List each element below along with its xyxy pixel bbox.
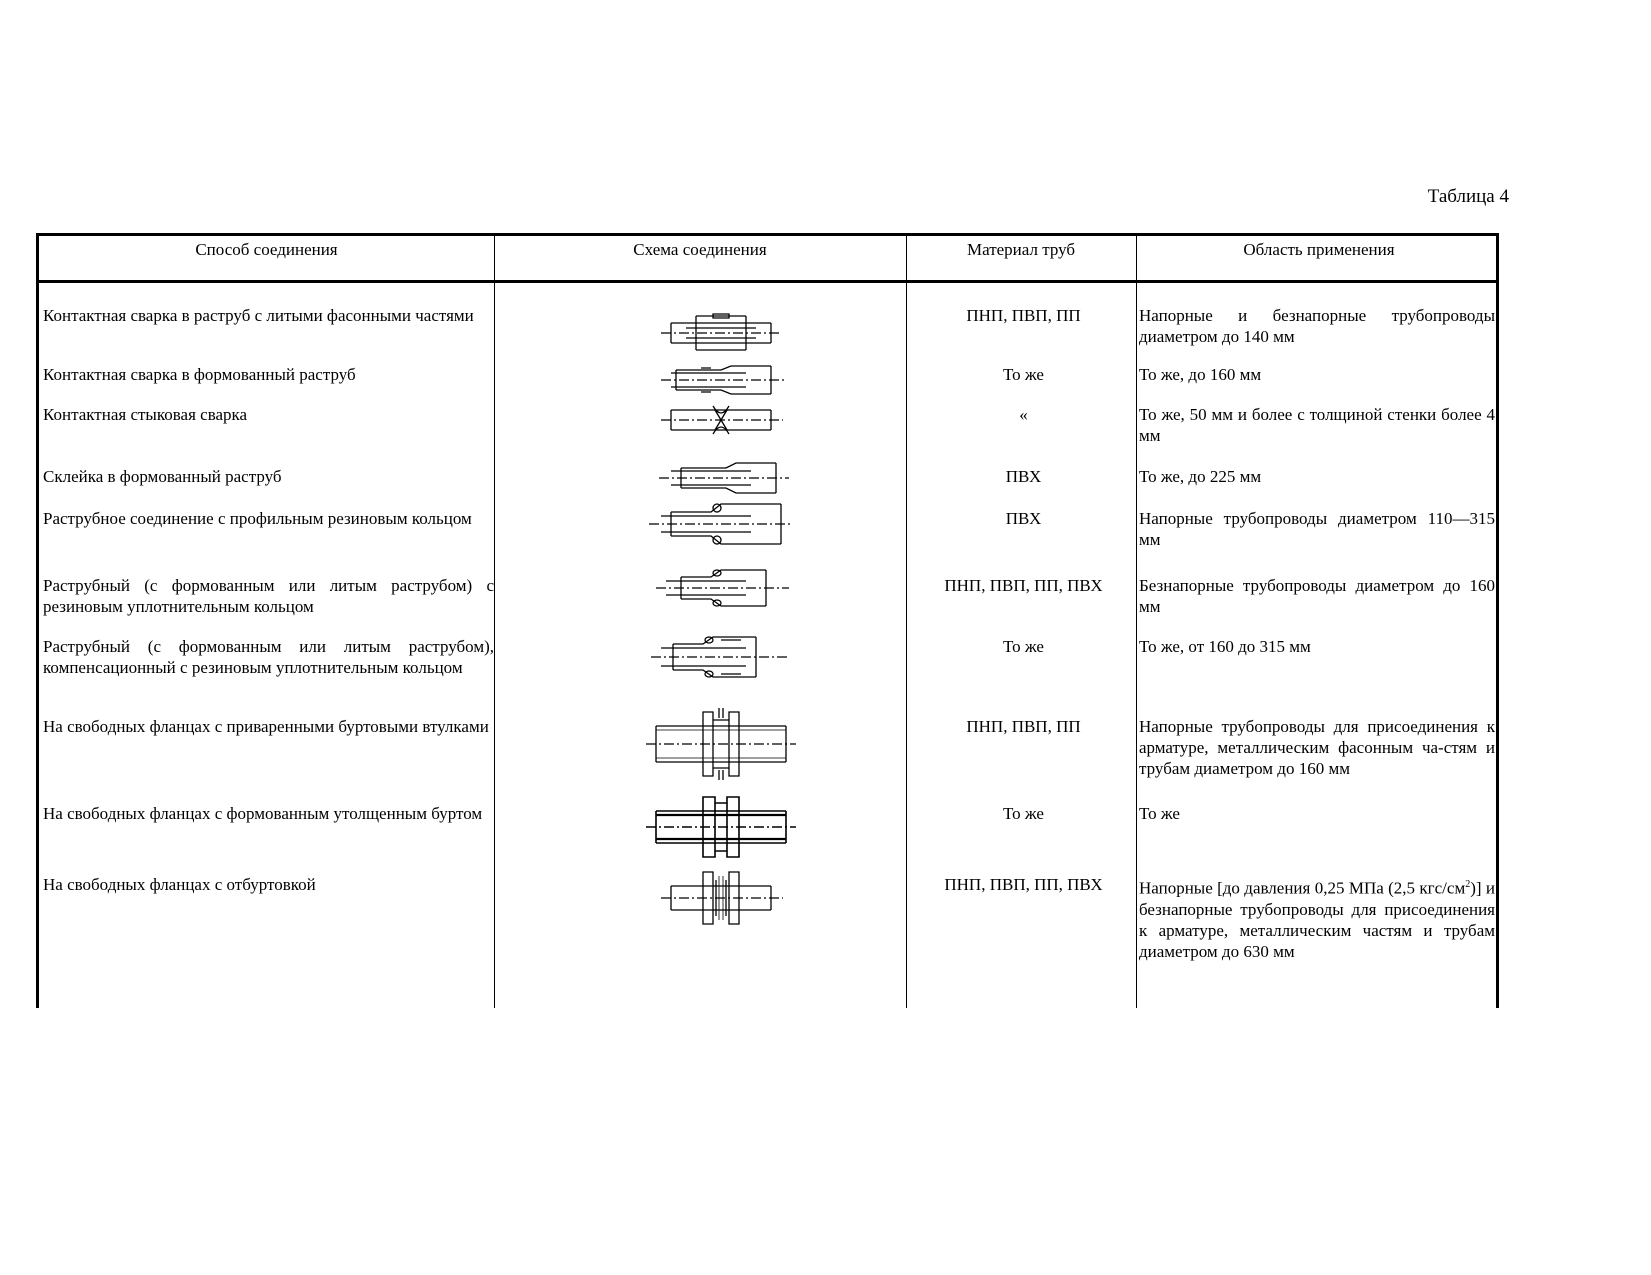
row-method: На свободных фланцах с отбуртовкой — [43, 875, 316, 894]
row-material: ПВХ — [1005, 509, 1042, 528]
connections-table — [36, 233, 1499, 1008]
row-area: То же — [1139, 804, 1180, 823]
header-rule — [39, 280, 1496, 283]
column-divider — [906, 236, 907, 1008]
row-material: ПВХ — [1005, 467, 1042, 486]
flange-thick-collar-icon — [641, 791, 801, 863]
area-text: Напорные [до давления 0,25 МПа (2,5 кгс/см — [1139, 878, 1466, 898]
row-material: То же — [1003, 804, 1044, 823]
row-material: То же — [1003, 637, 1044, 656]
column-divider — [494, 236, 495, 1008]
row-material: ПНП, ПВП, ПП — [966, 306, 1081, 325]
header-material: Материал труб — [966, 240, 1076, 259]
area-text: )] и безнапорные трубопроводы для присоединения к арматуре, металлическим частям и трубам диаметром до 630 мм — [1139, 878, 1496, 961]
row-area: То же, от 160 до 315 мм — [1139, 637, 1311, 656]
socket-weld-cast-fitting-icon — [641, 308, 801, 358]
header-method: Способ соединения — [195, 240, 338, 259]
row-method: Контактная сварка в раструб с литыми фасонными частями — [43, 306, 474, 325]
row-area: То же, 50 мм и более с толщиной стенки более 4 мм — [1139, 405, 1495, 445]
row-material: « — [1019, 405, 1028, 424]
row-area — [1139, 874, 1495, 962]
header-scheme: Схема соединения — [633, 240, 767, 259]
compensation-socket-icon — [641, 628, 801, 686]
column-divider — [1136, 236, 1137, 1008]
row-area: То же, до 225 мм — [1139, 467, 1262, 486]
row-area: То же, до 160 мм — [1139, 365, 1262, 384]
flange-welded-collar-icon — [641, 704, 801, 784]
row-material: То же — [1003, 365, 1044, 384]
row-method: На свободных фланцах с приваренными буртовыми втулками — [43, 717, 489, 736]
row-material: ПНП, ПВП, ПП, ПВХ — [944, 576, 1103, 595]
row-method: Склейка в формованный раструб — [43, 467, 282, 486]
socket-weld-formed-icon — [641, 360, 801, 400]
superscript: 2 — [1465, 879, 1471, 890]
row-method: На свободных фланцах с формованным утолщенным буртом — [43, 804, 483, 823]
flange-flared-icon — [641, 868, 801, 928]
header-area: Область применения — [1243, 240, 1395, 259]
row-material: ПНП, ПВП, ПП, ПВХ — [944, 875, 1103, 894]
row-method: Контактная сварка в формованный раструб — [43, 365, 356, 384]
row-method: Раструбный (с формованным или литым раструбом) с резиновым уплотнительным кольцом — [43, 576, 494, 616]
row-material: ПНП, ПВП, ПП — [966, 717, 1081, 736]
table-label: Таблица 4 — [1427, 186, 1509, 207]
socket-profile-ring-icon — [641, 494, 801, 554]
row-method: Контактная стыковая сварка — [43, 405, 248, 424]
row-method: Раструбное соединение с профильным резиновым кольцом — [43, 509, 472, 528]
butt-weld-icon — [641, 400, 801, 440]
row-area: Напорные трубопроводы для присоединения к арматуре, металлическим фасонным ча-стям и трубам диаметром до 160 мм — [1139, 717, 1495, 778]
row-area: Напорные и безнапорные трубопроводы диаметром до 140 мм — [1139, 306, 1495, 346]
row-area: Напорные трубопроводы диаметром 110—315 мм — [1139, 509, 1495, 549]
row-area: Безнапорные трубопроводы диаметром до 160 мм — [1139, 576, 1495, 616]
socket-sealing-ring-icon — [641, 561, 801, 615]
row-method: Раструбный (с формованным или литым раструбом), компенсационный с резиновым уплотнительным кольцом — [43, 637, 494, 677]
